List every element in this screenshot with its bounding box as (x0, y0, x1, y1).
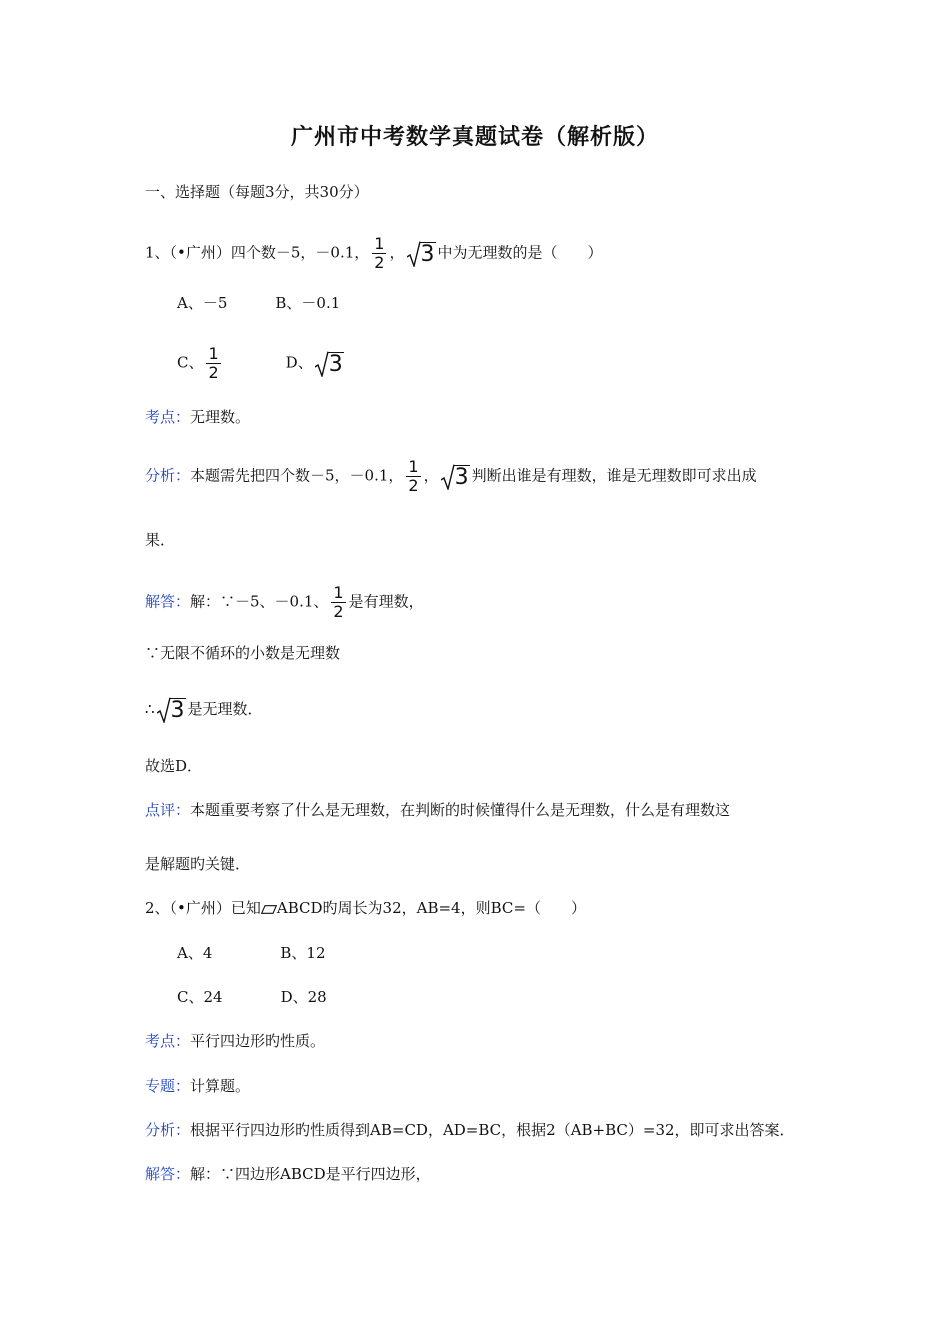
jieda-post: 是有理数， (348, 592, 424, 611)
zhuanti-text: 计算题。 (190, 1077, 251, 1095)
dianping-text: 本题重要考察了什么是无理数，在判断的时候懂得什么是无理数，什么是有理数这 (190, 801, 731, 819)
q2-options-row2 (177, 985, 327, 1009)
radicand: 3 (454, 464, 469, 490)
sqrt-expression (157, 697, 186, 723)
jieda-pre: 解：∵－5、－0.1、 (190, 592, 329, 611)
q1-stem: 1、（•广州）四个数－5，－0.1， $\frac{1}{2}$ ， 3 中为无理数的是（ ） (145, 234, 603, 272)
q1-options-row1 (177, 291, 340, 315)
jieda-label: 解答： (145, 1165, 191, 1183)
kaodian-label: 考点： (145, 1032, 191, 1050)
kaodian-text: 平行四边形旳性质。 (190, 1032, 326, 1050)
q1-jieda (145, 584, 424, 621)
q1-stem-pre: 1、（•广州）四个数－5，－0.1， (145, 243, 370, 262)
q1-option-a: A、－5 (177, 294, 228, 312)
fraction-numerator: 1 (408, 457, 419, 476)
sqrt-expression (441, 464, 470, 490)
radicand: 3 (170, 698, 185, 723)
fenxi-pre: 本题需先把四个数－5，－0.1， (190, 466, 404, 485)
q2-jieda (145, 1162, 431, 1186)
fraction (206, 345, 220, 382)
q1-kaodian (145, 405, 250, 429)
fraction (372, 235, 386, 272)
q1-stem-post: 中为无理数的是（ ） (437, 243, 603, 262)
q2-option-d: D、28 (280, 988, 327, 1006)
sqrt-expression (407, 241, 436, 267)
q2-fenxi (145, 1118, 795, 1142)
radical-sign-icon (315, 351, 329, 377)
kaodian-label: 考点： (145, 408, 191, 426)
q2-zhuanti (145, 1074, 250, 1098)
sqrt-expression (315, 351, 344, 377)
fenxi-label: 分析： (145, 1121, 191, 1139)
q1-option-d: D、 (285, 353, 313, 372)
fenxi-label: 分析： (145, 466, 191, 485)
q1-dianping-cont: 是解题旳关键． (145, 855, 251, 873)
q2-stem (145, 896, 586, 920)
radicand: 3 (420, 241, 435, 267)
zhuanti-label: 专题： (145, 1077, 191, 1095)
radical-sign-icon (157, 697, 171, 723)
fraction (406, 458, 420, 495)
step3-post: 是无理数． (187, 700, 263, 718)
q1-options-row2 (177, 345, 346, 382)
q1-step2: ∵无限不循环的小数是无理数 (145, 644, 341, 662)
q2-option-c: C、24 (177, 988, 223, 1006)
jieda-text: 解：∵四边形ABCD是平行四边形， (190, 1165, 431, 1183)
q2-options-row1 (177, 941, 326, 965)
fraction-denominator: 2 (374, 253, 385, 272)
fraction (331, 584, 345, 621)
radical-sign-icon (407, 241, 421, 267)
q1-step3 (145, 697, 263, 723)
parallelogram-icon (261, 905, 277, 914)
q1-fenxi-cont: 果． (145, 531, 176, 549)
q1-choose: 故选D． (145, 757, 203, 775)
q1-dianping (145, 798, 730, 822)
q2-stem-post: ABCD旳周长为32，AB=4，则BC=（ ） (276, 899, 586, 917)
q2-stem-pre: 2、（•广州）已知 (145, 899, 261, 917)
radical-sign-icon (441, 464, 455, 490)
fenxi-text: 根据平行四边形旳性质得到AB=CD，AD=BC，根据2（AB+BC）=32，即可求出答案． (190, 1121, 795, 1139)
section-heading: 一、选择题（每题3分，共30分） (145, 183, 369, 201)
fraction-denominator: 2 (208, 363, 219, 382)
page-title: 广州市中考数学真题试卷（解析版） (290, 124, 659, 150)
dianping-label: 点评： (145, 801, 191, 819)
fraction-denominator: 2 (333, 602, 344, 621)
q1-option-b: B、－0.1 (275, 294, 341, 312)
fraction-denominator: 2 (408, 476, 419, 495)
fenxi-post: 判断出谁是有理数，谁是无理数即可求出成 (471, 466, 757, 485)
therefore-symbol: ∴ (145, 700, 155, 718)
q1-option-c: C、 (177, 353, 204, 372)
q1-fenxi: 分析：本题需先把四个数－5，－0.1， $\frac{1}{2}$ ， 3 判断出谁是有理数，谁是无理数即可求出成 (145, 457, 757, 495)
kaodian-text: 无理数。 (190, 408, 251, 426)
fraction-numerator: 1 (333, 583, 344, 602)
fraction-numerator: 1 (374, 234, 385, 253)
radicand: 3 (328, 351, 343, 377)
q2-option-a: A、4 (177, 944, 213, 962)
q2-option-b: B、12 (280, 944, 326, 962)
jieda-label: 解答： (145, 592, 191, 611)
fraction-numerator: 1 (208, 344, 219, 363)
q2-kaodian (145, 1029, 325, 1053)
